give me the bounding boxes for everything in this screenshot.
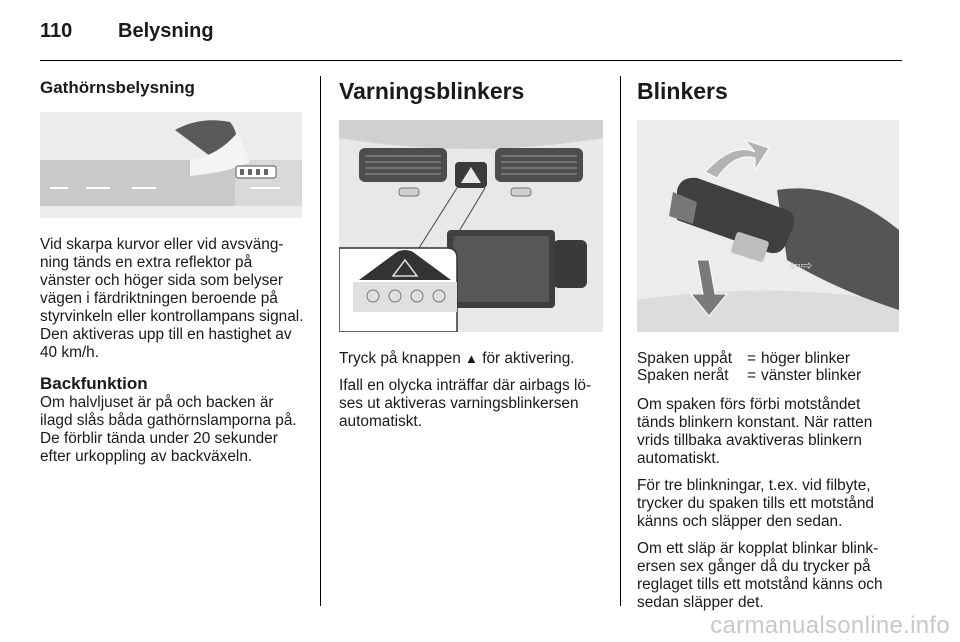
table-row [637,350,861,367]
page-number: 110 [40,20,73,42]
svg-text:⇦⇨: ⇦⇨ [789,258,813,274]
watermark-text: carmanualsonline.info [710,612,950,639]
hazard-lights-heading: Varningsblinkers [339,78,525,104]
reverse-function-description: Om halvljuset är på och backen är ilagd slås båda gathörnslamporna på. De förblir tända under 20 sekunder efter urkoppling av backväxeln. [40,394,297,465]
column-turn-signals [637,78,901,621]
hazard-triangle-icon: ▲ [465,351,478,366]
turn-signal-trailer-text: Om ett släp är kopplat blinkar blinkersen sex gånger då du trycker på reglaget tills ett motstånd känns och sedan släpper det. [637,540,883,611]
hazard-switch-illustration [339,120,603,332]
left-signal-value: vänster blinker [761,367,862,384]
lever-down-label: Spaken neråt [637,367,729,384]
turn-signal-permanent-text: Om spaken förs förbi motståndet tänds blinkern konstant. När ratten vrids tillbaka avaktiveras blinkern automatiskt. [637,396,873,467]
hazard-airbag-text: Ifall en olycka inträffar där airbags löses ut aktiveras varningsblinkersen automatiskt. [339,377,592,430]
header-rule [40,60,902,61]
cornering-light-description: Vid skarpa kurvor eller vid avsvängning tänds en extra reflektor på vänster och höger sida som belyser vägen i färdriktningen beroende på styrvinkeln eller kontrollampans signal. Den aktiveras upp till en hastighet av 40 km/h. [40,236,304,361]
turn-signals-heading: Blinkers [637,78,728,104]
right-signal-value: höger blinker [761,350,850,367]
reverse-function-heading: Backfunktion [40,374,148,393]
equals-sign: = [747,367,756,384]
hazard-text-before: Tryck på knappen [339,350,466,367]
table-row [637,367,861,384]
cornering-light-illustration [40,112,302,218]
turn-signal-table [637,350,861,384]
column-divider-2 [620,76,621,606]
cornering-light-heading: Gathörnsbelysning [40,78,195,97]
hazard-activation-text [339,350,607,368]
column-divider-1 [320,76,321,606]
page-title: Belysning [118,20,214,42]
lever-up-label: Spaken uppåt [637,350,732,367]
column-cornering-light [40,78,306,475]
hazard-text-after: för aktivering. [477,350,575,367]
turn-signal-lever-illustration [637,120,899,332]
column-hazard-lights [339,78,607,440]
equals-sign: = [747,350,756,367]
turn-signal-lane-change-text: För tre blinkningar, t.ex. vid filbyte, trycker du spaken tills ett motstånd känns och släpper den sedan. [637,477,874,530]
